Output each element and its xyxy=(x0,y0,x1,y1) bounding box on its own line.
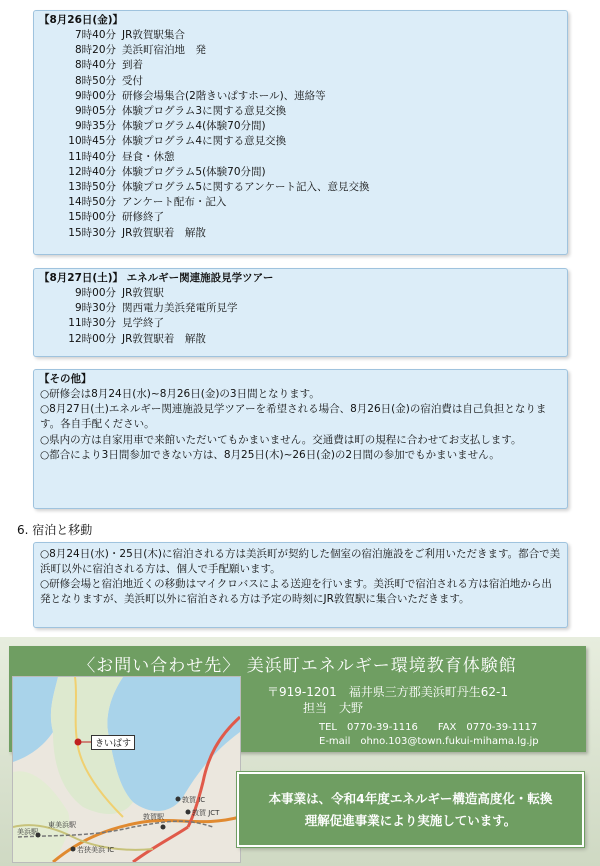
schedule-desc: JR敦賀駅着 解散 xyxy=(122,226,206,239)
schedule-desc: JR敦賀駅集合 xyxy=(122,29,185,41)
schedule-time: 9時35分 xyxy=(74,120,116,133)
schedule-row xyxy=(34,316,567,331)
schedule-row xyxy=(34,150,567,165)
other-notes-box xyxy=(33,369,568,509)
schedule-desc: 美浜町宿泊地 発 xyxy=(122,44,206,57)
contact-tel: TEL 0770-39-1116 FAX 0770-39-1117 xyxy=(319,722,538,733)
schedule-desc: 到着 xyxy=(122,59,143,72)
schedule-row xyxy=(34,28,567,43)
schedule-desc: JR敦賀駅着 解散 xyxy=(122,332,206,345)
schedule-row xyxy=(34,226,567,241)
lodging-box xyxy=(33,542,568,628)
schedule-desc: 体験プログラム4に関する意見交換 xyxy=(122,135,287,148)
schedule-row xyxy=(34,332,567,347)
schedule-time: 10時45分 xyxy=(68,135,116,148)
schedule-day2-box xyxy=(33,268,568,357)
schedule-time: 9時05分 xyxy=(74,105,116,118)
schedule-row xyxy=(34,43,567,58)
schedule-row xyxy=(34,74,567,89)
schedule-desc: 昼食・休憩 xyxy=(122,150,175,163)
schedule-row xyxy=(34,134,567,149)
schedule-row xyxy=(34,165,567,180)
schedule-desc: 体験プログラム3に関する意見交換 xyxy=(122,105,287,118)
access-map xyxy=(12,676,241,863)
schedule-time: 12時00分 xyxy=(68,332,116,345)
program-notice xyxy=(237,772,584,847)
map-label-kiipasu: きいぱす xyxy=(91,735,135,750)
schedule-row xyxy=(34,89,567,104)
other-line: ○研修会は8月24日(水)~8月26日(金)の3日間となります。 xyxy=(40,388,320,400)
schedule-time: 15時00分 xyxy=(68,211,116,224)
schedule-desc: 体験プログラム5に関するアンケート記入、意見交換 xyxy=(122,181,370,194)
map-label-tsuruga-jct: 敦賀 JCT xyxy=(192,809,220,817)
schedule-time: 12時40分 xyxy=(68,165,116,178)
schedule-row xyxy=(34,119,567,134)
lodging-line: ○8月24日(水)・25日(木)に宿泊される方は美浜町が契約した個室の宿泊施設をご利用いただきます。都合で美浜町以外に宿泊される方は、個人で手配願います。 xyxy=(40,548,561,575)
schedule-desc: 関西電力美浜発電所見学 xyxy=(122,302,238,315)
schedule-row xyxy=(34,286,567,301)
schedule-time: 8時50分 xyxy=(74,74,116,87)
other-line: ○都合により3日間参加できない方は、8月25日(木)~26日(金)の2日間の参加でもかまいません。 xyxy=(40,448,500,461)
schedule-desc: 受付 xyxy=(122,74,143,87)
schedule-desc: 体験プログラム4(体験70分間) xyxy=(122,120,266,133)
schedule-desc: 見学終了 xyxy=(122,317,164,330)
schedule-desc: 研修会場集合(2階きいぱすホール)、連絡等 xyxy=(122,89,326,102)
map-label-tsuruga-station: 敦賀駅 xyxy=(143,813,164,821)
day2-header: 【8月27日(土)】 エネルギー関連施設見学ツアー xyxy=(39,272,274,284)
schedule-desc: アンケート配布・記入 xyxy=(122,196,227,209)
schedule-time: 15時30分 xyxy=(68,226,116,239)
schedule-time: 9時30分 xyxy=(74,302,116,315)
other-header: 【その他】 xyxy=(39,373,92,385)
schedule-row xyxy=(34,180,567,195)
map-label-higashimihama-station: 東美浜駅 xyxy=(48,821,76,829)
schedule-time: 8時20分 xyxy=(74,44,116,57)
lodging-line: ○研修会場と宿泊地近くの移動はマイクロバスによる送迎を行います。美浜町で宿泊される方は宿泊地から出発となりますが、美浜町以外に宿泊される方は予定の時刻にJR敦賀駅に集合いただきます。 xyxy=(40,578,552,605)
schedule-row xyxy=(34,195,567,210)
schedule-desc: JR敦賀駅 xyxy=(122,287,164,299)
schedule-time: 13時50分 xyxy=(68,181,116,194)
schedule-desc: 体験プログラム5(体験70分間) xyxy=(122,165,266,178)
other-line: ○県内の方は自家用車で来館いただいてもかまいません。交通費は町の規程に合わせてお支払します。 xyxy=(40,433,522,446)
map-graphic xyxy=(13,677,240,862)
program-line-2: 理解促進事業により実施しています。 xyxy=(304,813,517,828)
schedule-time: 7時40分 xyxy=(74,29,116,41)
schedule-time: 11時30分 xyxy=(68,317,116,330)
map-label-wakasamihama-ic: 若狭美浜 IC xyxy=(77,846,115,854)
schedule-row xyxy=(34,301,567,316)
section-6-title: 6. 宿泊と移動 xyxy=(17,523,93,537)
other-line: ○8月27日(土)エネルギー関連施設見学ツアーを希望される場合、8月26日(金)の宿泊費は自己負担となります。各自手配ください。 xyxy=(40,403,547,431)
day2-schedule xyxy=(34,286,567,347)
program-line-1: 本事業は、令和4年度エネルギー構造高度化・転換 xyxy=(268,791,553,806)
kiipasu-marker xyxy=(75,739,82,746)
schedule-time: 8時40分 xyxy=(74,59,116,72)
contact-address: 〒919-1201 福井県三方郡美浜町丹生62-1 xyxy=(267,685,509,699)
map-label-tsuruga-ic: 敦賀 IC xyxy=(182,796,206,804)
contact-title: 〈お問い合わせ先〉 美浜町エネルギー環境教育体験館 xyxy=(78,656,517,676)
schedule-desc: 研修終了 xyxy=(122,211,164,224)
contact-email: E-mail ohno.103@town.fukui-mihama.lg.jp xyxy=(319,736,539,747)
day1-header: 【8月26日(金)】 xyxy=(39,14,124,26)
schedule-row xyxy=(34,58,567,73)
contact-address-block xyxy=(267,684,508,716)
schedule-row xyxy=(34,104,567,119)
schedule-time: 9時00分 xyxy=(74,89,116,102)
schedule-time: 11時40分 xyxy=(68,150,116,163)
schedule-day1-box xyxy=(33,10,568,255)
day1-schedule xyxy=(34,28,567,241)
schedule-time: 14時50分 xyxy=(68,196,116,209)
contact-tel-block xyxy=(319,721,539,749)
schedule-time: 9時00分 xyxy=(74,287,116,299)
schedule-row xyxy=(34,210,567,225)
contact-person: 担当 大野 xyxy=(303,701,364,715)
map-label-mihama-station: 美浜駅 xyxy=(17,828,38,836)
